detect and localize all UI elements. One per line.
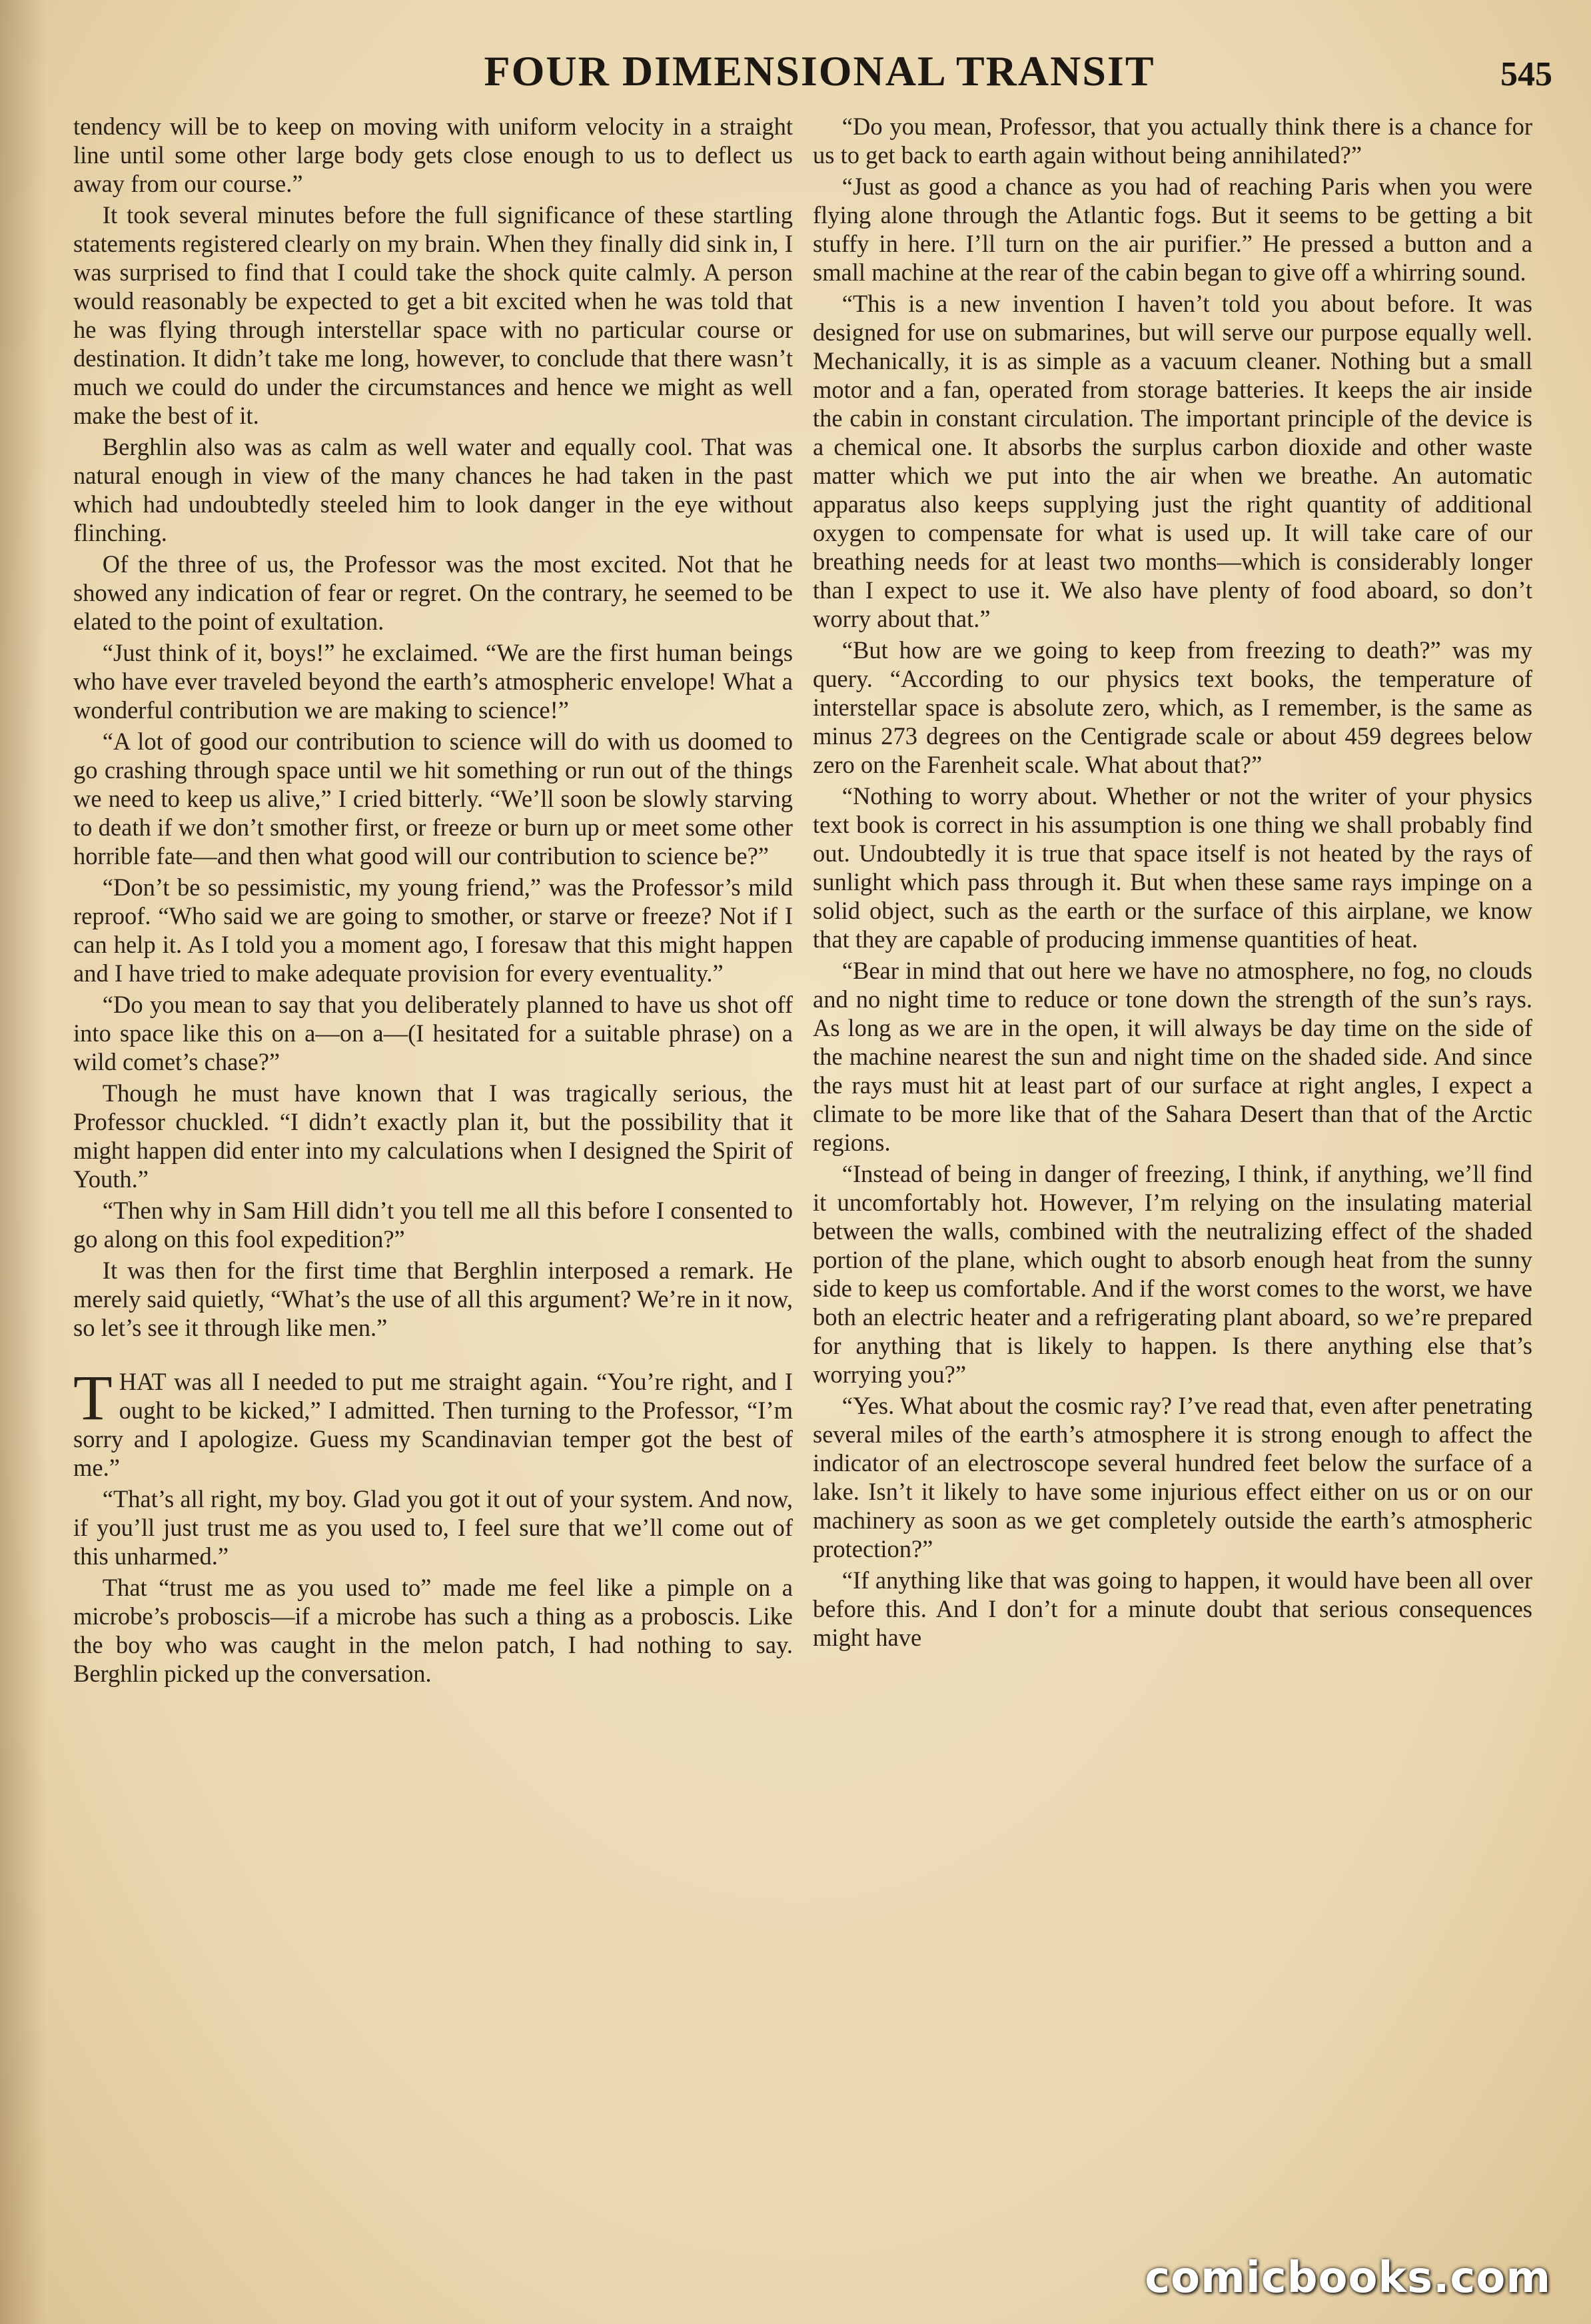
- section-opening-text: HAT was all I needed to put me straight again. “You’re right, and I ought to be kicked,” I admitted. Then turning to the Professor, “I’m sorry and I apologize. Guess my Scandinavian temper got the best of me.”: [73, 1368, 793, 1481]
- page-header: [87, 40, 1552, 100]
- paragraph: “Just as good a chance as you had of reaching Paris when you were flying alone through the Atlantic fogs. But it seems to be getting a bit stuffy in here. I’ll turn on the air purifier.” He pressed a button and a small machine at the rear of the cabin began to give off a whirring sound.: [813, 173, 1532, 286]
- paragraph: It was then for the first time that Berghlin interposed a remark. He merely said quietly, “What’s the use of all this argument? We’re in it now, so let’s see it through like men.”: [73, 1257, 793, 1341]
- running-title: FOUR DIMENSIONAL TRANSIT: [484, 47, 1155, 95]
- left-column: [73, 112, 793, 2224]
- paragraph: “This is a new invention I haven’t told you about before. It was designed for use on submarines, but will serve our purpose equally well. Mechanically, it is as simple as a vacuum cleaner. Nothing but a small motor and a fan, operated from storage batteries. It keeps the air inside the cabin in constant circulation. The important principle of the device is a chemical one. It absorbs the surplus carbon dioxide and other waste matter which we put into the air when we breathe. An automatic apparatus also keeps supplying just the right quantity of additional oxygen to compensate for what is used up. It will take care of our breathing needs for at least two months—which is considerably longer than I expect to use it. We also have plenty of food aboard, so don’t worry about that.”: [813, 290, 1532, 632]
- paragraph: “If anything like that was going to happen, it would have been all over before this. And I don’t for a minute doubt that serious consequences might have: [813, 1566, 1532, 1651]
- drop-cap: T: [73, 1362, 113, 1433]
- paragraph: That “trust me as you used to” made me feel like a pimple on a microbe’s proboscis—if a microbe has such a thing as a proboscis. Like the boy who was caught in the melon patch, I had nothing to say. Berghlin picked up the conversation.: [73, 1574, 793, 1687]
- paragraph: “Bear in mind that out here we have no atmosphere, no fog, no clouds and no night time to reduce or tone down the strength of the sun’s rays. As long as we are in the open, it will always be day time on the side of the machine nearest the sun and night time on the shaded side. And since the rays must hit at least part of our surface at right angles, I expect a climate to be more like that of the Sahara Desert than that of the Arctic regions.: [813, 957, 1532, 1156]
- paragraph: tendency will be to keep on moving with uniform velocity in a straight line until some other large body gets close enough to us to deflect us away from our course.”: [73, 113, 793, 197]
- page-number: 545: [1500, 55, 1552, 93]
- paragraph: “But how are we going to keep from freezing to death?” was my query. “According to our physics text books, the temperature of interstellar space is absolute zero, which, as I remember, is the same as minus 273 degrees on the Centigrade scale or about 459 degrees below zero on the Farenheit scale. What about that?”: [813, 636, 1532, 778]
- paragraph: “Then why in Sam Hill didn’t you tell me all this before I consented to go along on this fool expedition?”: [73, 1197, 793, 1253]
- right-column: [813, 112, 1532, 2224]
- section-opening-paragraph: [73, 1362, 793, 1482]
- paragraph: It took several minutes before the full significance of these startling statements registered clearly on my brain. When they finally did sink in, I was surprised to find that I could take the shock quite calmly. A person would reasonably be expected to get a bit excited when he was told that he was flying through interstellar space with no particular course or destination. It didn’t take me long, however, to conclude that there wasn’t much we could do under the circumstances and hence we might as well make the best of it.: [73, 201, 793, 429]
- paragraph: “Nothing to worry about. Whether or not the writer of your physics text book is correct in his assumption is one thing we shall probably find out. Undoubtedly it is true that space itself is not heated by the rays of sunlight which pass through it. But when these same rays impinge on a solid object, such as the earth or the surface of this airplane, we know that they are capable of producing immense quantities of heat.: [813, 782, 1532, 953]
- paragraph: “A lot of good our contribution to science will do with us doomed to go crashing through space until we hit something or run out of the things we need to keep us alive,” I cried bitterly. “We’ll soon be slowly starving to death if we don’t smother first, or freeze or burn up or meet some other horrible fate—and then what good will our contribution to science be?”: [73, 728, 793, 870]
- paragraph: “Yes. What about the cosmic ray? I’ve read that, even after penetrating several miles of the earth’s atmosphere it is strong enough to affect the indicator of an electroscope several hundred feet below the surface of a lake. Isn’t it likely to have some injurious effect either on us or on our machinery as soon as we get completely outside the earth’s atmospheric protection?”: [813, 1392, 1532, 1562]
- page-edge-shadow: [0, 0, 47, 2324]
- paragraph: Though he must have known that I was tragically serious, the Professor chuckled. “I didn’t exactly plan it, but the possibility that it might happen did enter into my calculations when I designed the Spirit of Youth.”: [73, 1079, 793, 1193]
- watermark: comicbooks.com: [1145, 2253, 1551, 2303]
- paragraph: “That’s all right, my boy. Glad you got it out of your system. And now, if you’ll just trust me as you used to, I feel sure that we’ll come out of this unharmed.”: [73, 1485, 793, 1570]
- paragraph: Of the three of us, the Professor was the most excited. Not that he showed any indication of fear or regret. On the contrary, he seemed to be elated to the point of exultation.: [73, 550, 793, 635]
- paragraph: “Do you mean to say that you deliberately planned to have us shot off into space like this on a—on a—(I hesitated for a suitable phrase) on a wild comet’s chase?”: [73, 991, 793, 1075]
- paragraph: “Just think of it, boys!” he exclaimed. “We are the first human beings who have ever traveled beyond the earth’s atmospheric envelope! What a wonderful contribution we are making to science!”: [73, 639, 793, 724]
- paragraph: “Don’t be so pessimistic, my young friend,” was the Professor’s mild reproof. “Who said we are going to smother, or starve or freeze? Not if I can help it. As I told you a moment ago, I foresaw that this might happen and I have tried to make adequate provision for every eventuality.”: [73, 873, 793, 987]
- paragraph: “Instead of being in danger of freezing, I think, if anything, we’ll find it uncomfortably hot. However, I’m relying on the insulating material between the walls, combined with the neutralizing effect of the shaded portion of the plane, which ought to absorb enough heat from the sunny side to keep us comfortable. And if the worst comes to the worst, we have both an electric heater and a refrigerating plant aboard, so we’re prepared for anything that is likely to happen. Is there anything else that’s worrying you?”: [813, 1160, 1532, 1388]
- paragraph: “Do you mean, Professor, that you actually think there is a chance for us to get back to earth again without being annihilated?”: [813, 113, 1532, 169]
- paragraph: Berghlin also was as calm as well water and equally cool. That was natural enough in view of the many chances he had taken in the past which had undoubtedly steeled him to look danger in the eye without flinching.: [73, 433, 793, 546]
